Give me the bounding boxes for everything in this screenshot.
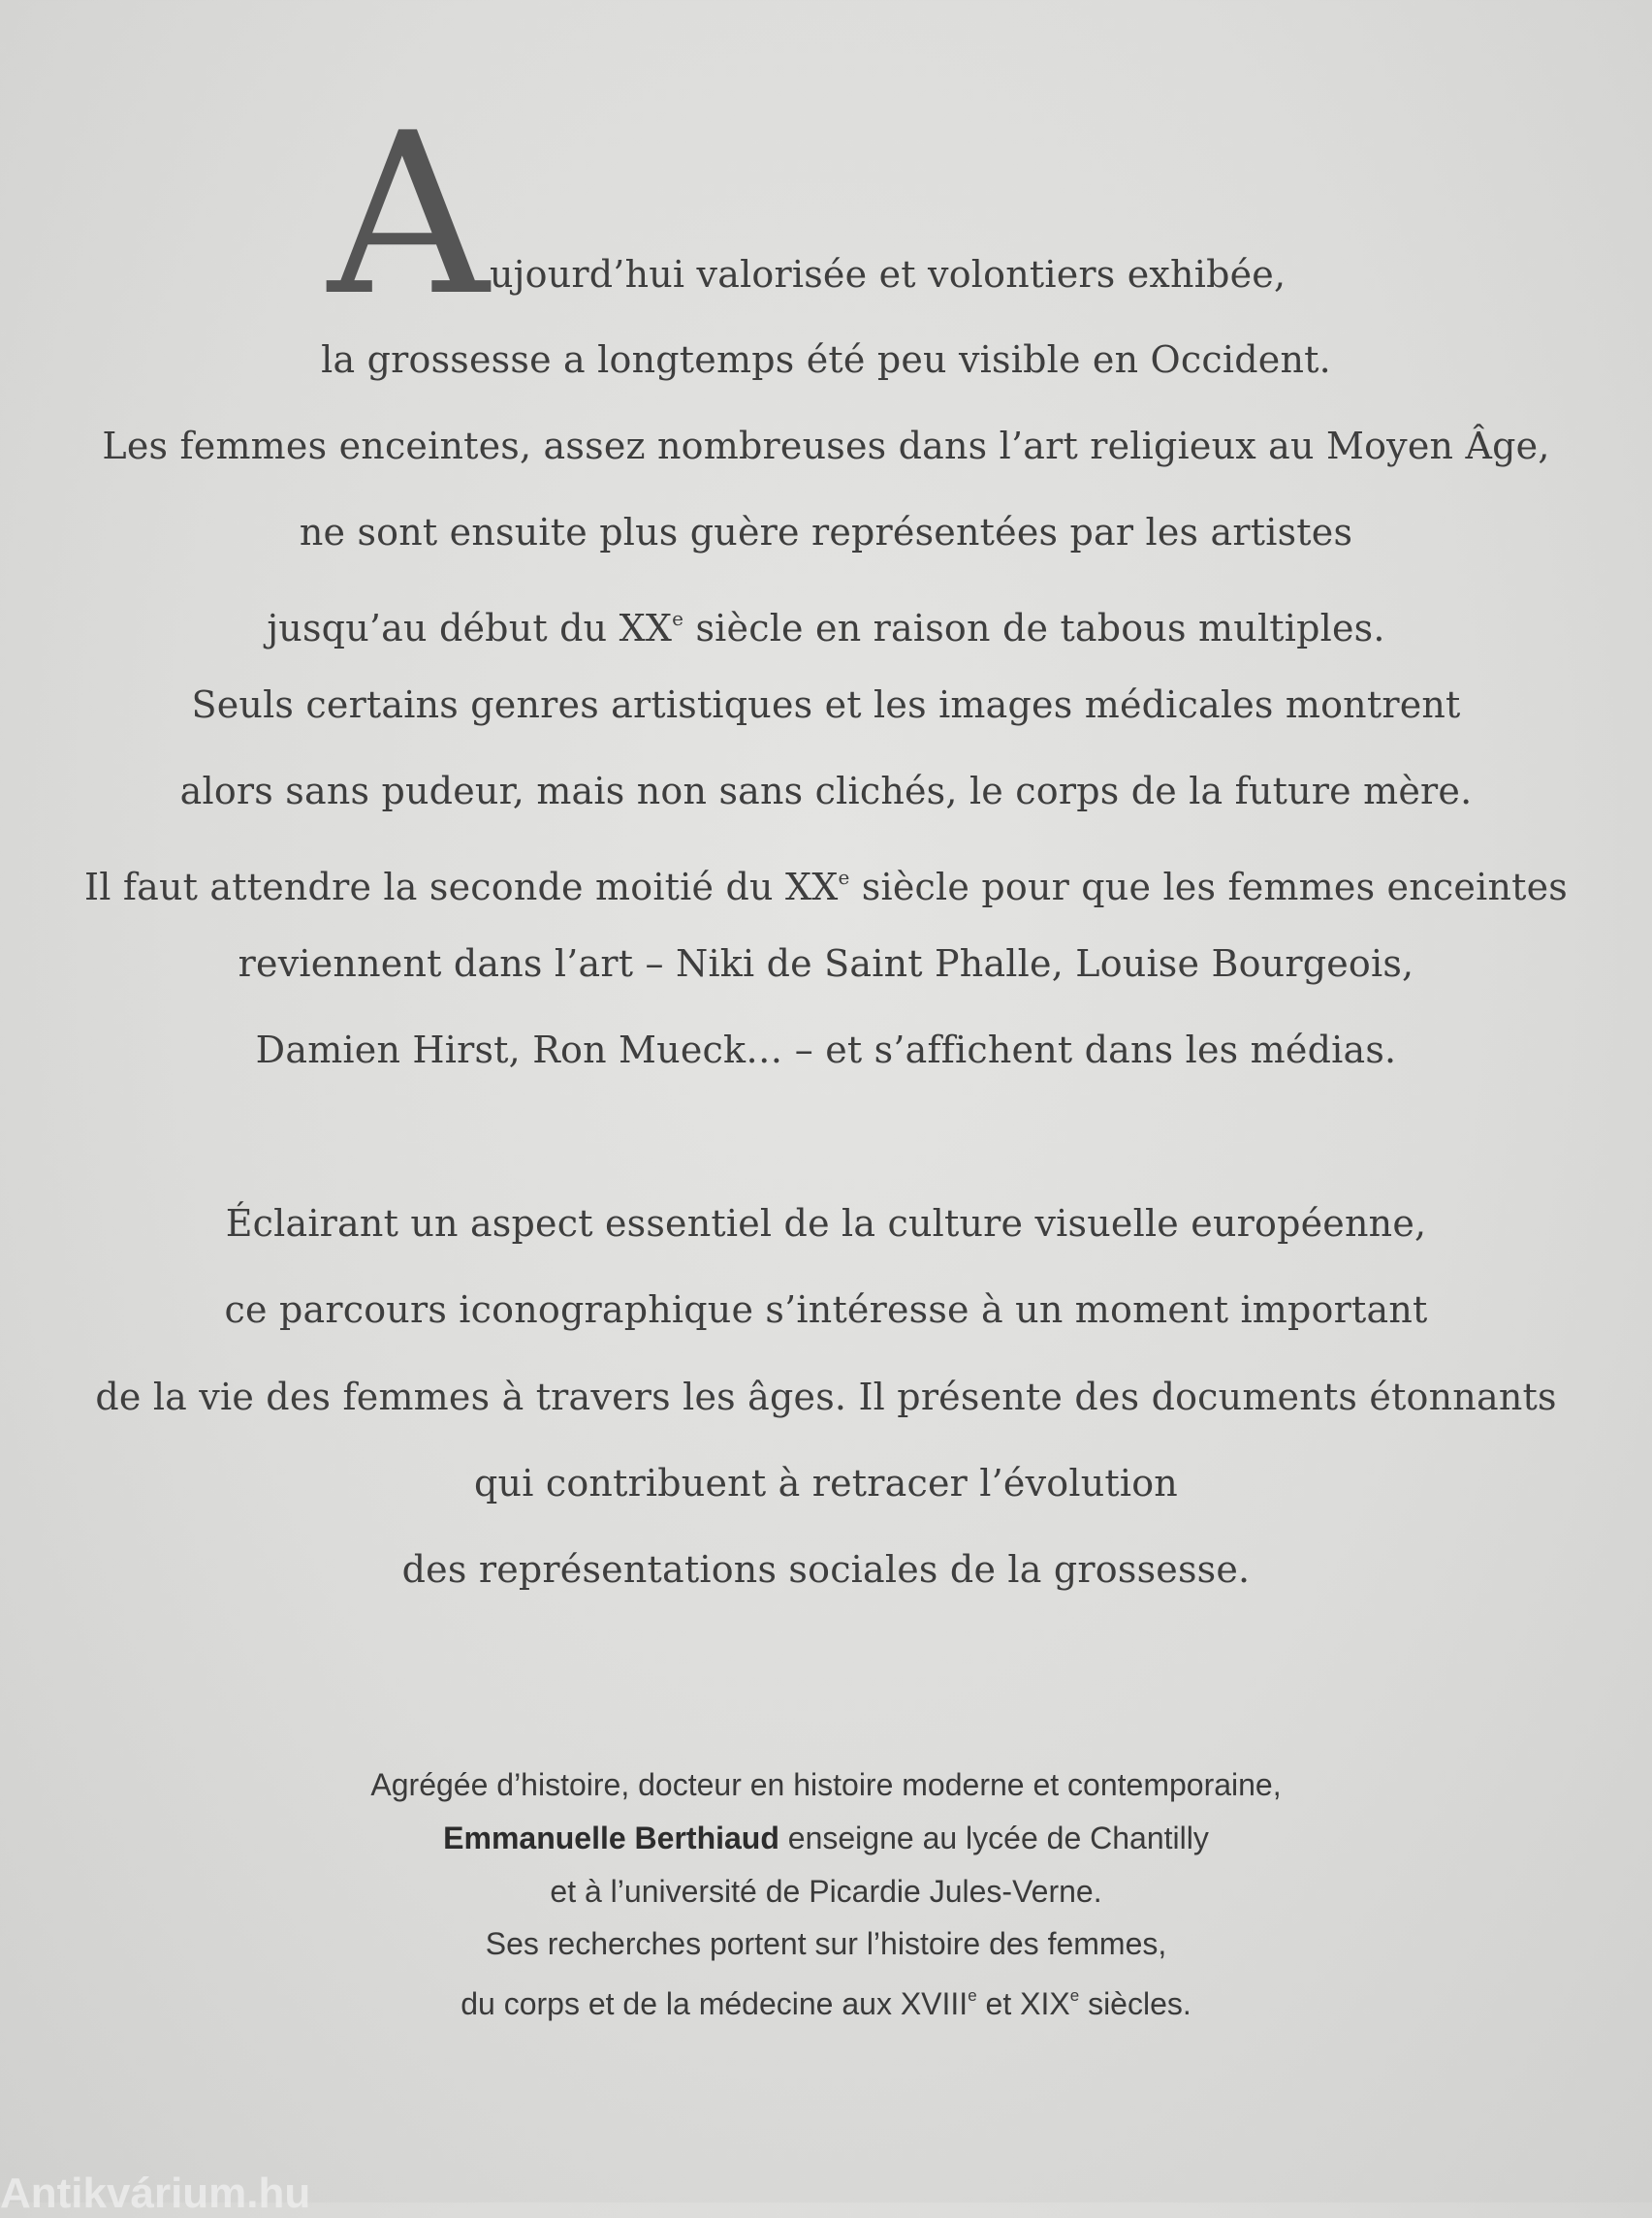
century-superscript: e <box>1069 1986 1080 2005</box>
intro-line-1: ujourd’hui valorisée et volontiers exhibée, <box>490 253 1287 296</box>
bio-line-3: et à l’université de Picardie Jules-Verne. <box>550 1874 1102 1909</box>
intro-line-8 <box>0 854 1652 910</box>
intro-line-9: reviennent dans l’art – Niki de Saint Phalle, Louise Bourgeois, <box>238 942 1414 985</box>
bio-line-2 <box>0 1819 1652 1857</box>
drop-cap-letter: A <box>328 86 490 345</box>
intro-line-6: Seuls certains genres artistiques et les images médicales montrent <box>191 683 1461 726</box>
intro-line-5 <box>0 595 1652 651</box>
intro-line-8-text-a: Il faut attendre la seconde moitié du <box>84 866 785 908</box>
intro-line-8-text-b: siècle pour que les femmes enceintes <box>849 866 1568 908</box>
paragraph2-line-5: des représentations sociales de la grossesse. <box>401 1548 1251 1591</box>
century-numeral: XVIII <box>900 1986 969 2021</box>
intro-line-5-text-b: siècle en raison de tabous multiples. <box>683 607 1385 650</box>
paragraph2-line-1: Éclairant un aspect essentiel de la culture visuelle européenne, <box>225 1202 1427 1245</box>
bio-line-5-text-c: siècles. <box>1079 1986 1191 2021</box>
intro-line-2: la grossesse a longtemps été peu visible en Occident. <box>321 338 1331 381</box>
paragraph2-line-4: qui contribuent à retracer l’évolution <box>474 1462 1178 1505</box>
century-superscript: e <box>968 1986 977 2005</box>
paragraph2-line-2: ce parcours iconographique s’intéresse à un moment important <box>224 1288 1428 1331</box>
paragraph2-line-3: de la vie des femmes à travers les âges. Il présente des documents étonnants <box>95 1376 1557 1418</box>
bio-line-5-text-a: du corps et de la médecine aux <box>461 1986 901 2021</box>
century-numeral: XX <box>784 866 839 908</box>
century-superscript: e <box>672 607 684 630</box>
intro-line-7: alors sans pudeur, mais non sans clichés, le corps de la future mère. <box>179 770 1473 812</box>
intro-line-10: Damien Hirst, Ron Mueck… – et s’affichent dans les médias. <box>255 1029 1397 1071</box>
bio-line-1: Agrégée d’histoire, docteur en histoire moderne et contemporaine, <box>370 1767 1282 1802</box>
bio-line-4: Ses recherches portent sur l’histoire des femmes, <box>485 1926 1167 1961</box>
century-numeral: XX <box>619 607 673 650</box>
century-superscript: e <box>838 866 850 889</box>
intro-line-4: ne sont ensuite plus guère représentées par les artistes <box>299 511 1353 554</box>
bio-line-2-text: enseigne au lycée de Chantilly <box>778 1821 1209 1855</box>
bio-line-5 <box>0 1977 1652 2023</box>
intro-line-3: Les femmes enceintes, assez nombreuses dans l’art religieux au Moyen Âge, <box>102 425 1550 467</box>
author-name: Emmanuelle Berthiaud <box>443 1821 779 1855</box>
century-numeral: XIX <box>1020 1986 1070 2021</box>
bio-line-5-text-b: et <box>976 1986 1021 2021</box>
intro-line-5-text-a: jusqu’au début du <box>267 607 620 650</box>
watermark: Antikvárium.hu <box>0 2170 311 2217</box>
